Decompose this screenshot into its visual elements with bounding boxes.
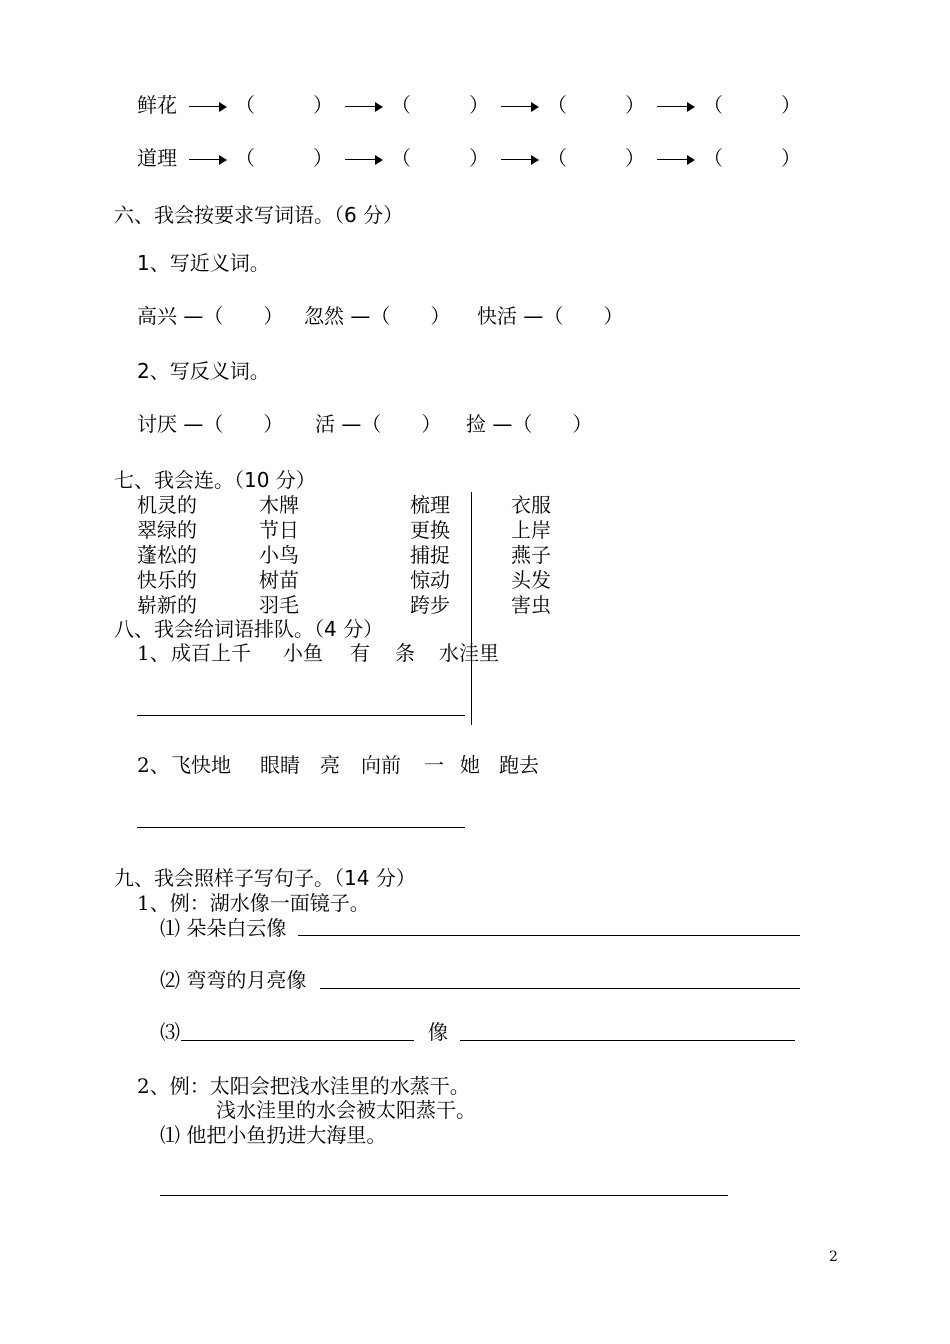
answer-line[interactable]: [137, 827, 465, 828]
order-word[interactable]: 跑去: [499, 753, 539, 777]
match-item-col3[interactable]: 捕捉: [410, 543, 450, 567]
order-word[interactable]: 她: [460, 753, 480, 777]
section8-title: 八、我会给词语排队。（4 分）: [114, 617, 384, 641]
synonym-item[interactable]: 忽然 —（ ）: [304, 304, 451, 328]
order-word[interactable]: 向前: [361, 753, 401, 777]
chain-start-word: 鲜花: [137, 93, 177, 117]
section6-title: 六、我会按要求写词语。（6 分）: [114, 203, 404, 227]
arrow-icon: [655, 102, 695, 112]
open-paren: （: [703, 146, 723, 170]
answer-line[interactable]: [320, 988, 800, 989]
example-1: 1、例：湖水像一面镜子。: [137, 891, 370, 915]
answer-blank[interactable]: [235, 93, 333, 117]
order-word[interactable]: 水洼里: [439, 641, 499, 665]
answer-line[interactable]: [137, 715, 465, 716]
order-question-number: 2、: [137, 753, 170, 777]
open-paren: （: [547, 146, 567, 170]
match-item-col3[interactable]: 更换: [410, 518, 450, 542]
arrow-icon: [499, 102, 539, 112]
synonym-question: 1、写近义词。: [137, 251, 270, 275]
synonym-item[interactable]: 快活 —（ ）: [477, 304, 624, 328]
answer-blank[interactable]: [703, 146, 801, 170]
open-paren: （: [547, 93, 567, 117]
arrow-icon: [343, 155, 383, 165]
match-item-col3[interactable]: 跨步: [410, 593, 450, 617]
order-word[interactable]: 一: [424, 753, 444, 777]
arrow-icon: [187, 155, 227, 165]
example-2: 2、例：太阳会把浅水洼里的水蒸干。: [137, 1074, 470, 1098]
match-item-col2[interactable]: 树苗: [259, 568, 299, 592]
sentence-prompt: ⑴ 他把小鱼扔进大海里。: [160, 1123, 387, 1147]
sentence-prompt: ⑵ 弯弯的月亮像: [160, 968, 307, 992]
match-item-col3[interactable]: 惊动: [410, 568, 450, 592]
sentence-prompt: ⑶: [160, 1020, 180, 1044]
answer-blank[interactable]: [547, 93, 645, 117]
close-paren: ）: [313, 146, 333, 170]
match-item-col1[interactable]: 快乐的: [137, 568, 197, 592]
open-paren: （: [391, 93, 411, 117]
example-2-transformed: 浅水洼里的水会被太阳蒸干。: [216, 1098, 476, 1122]
synonym-item[interactable]: 高兴 —（ ）: [137, 304, 284, 328]
answer-blank[interactable]: [391, 146, 489, 170]
chain-start-word: 道理: [137, 146, 177, 170]
open-paren: （: [235, 146, 255, 170]
open-paren: （: [703, 93, 723, 117]
word-chain-row: [137, 93, 801, 117]
antonym-item[interactable]: 讨厌 —（ ）: [137, 412, 284, 436]
word-chain-row: [137, 146, 801, 170]
sentence-prompt: ⑴ 朵朵白云像: [160, 916, 287, 940]
match-item-col1[interactable]: 蓬松的: [137, 543, 197, 567]
match-item-col3[interactable]: 梳理: [410, 493, 450, 517]
arrow-icon: [343, 102, 383, 112]
answer-line[interactable]: [460, 1040, 795, 1041]
answer-blank[interactable]: [391, 93, 489, 117]
open-paren: （: [235, 93, 255, 117]
answer-blank[interactable]: [703, 93, 801, 117]
match-item-col4[interactable]: 衣服: [511, 493, 551, 517]
open-paren: （: [391, 146, 411, 170]
close-paren: ）: [625, 146, 645, 170]
close-paren: ）: [469, 146, 489, 170]
order-word[interactable]: 成百上千: [171, 641, 251, 665]
order-question-number: 1、: [137, 641, 170, 665]
answer-line[interactable]: [298, 935, 800, 936]
match-item-col2[interactable]: 小鸟: [259, 543, 299, 567]
match-item-col2[interactable]: 木牌: [259, 493, 299, 517]
arrow-icon: [187, 102, 227, 112]
match-item-col1[interactable]: 崭新的: [137, 593, 197, 617]
answer-line[interactable]: [181, 1040, 414, 1041]
divider-line: [471, 492, 472, 725]
match-item-col4[interactable]: 燕子: [511, 543, 551, 567]
close-paren: ）: [781, 93, 801, 117]
match-item-col1[interactable]: 机灵的: [137, 493, 197, 517]
order-word[interactable]: 条: [395, 641, 415, 665]
match-item-col4[interactable]: 害虫: [511, 593, 551, 617]
antonym-item[interactable]: 活 —（ ）: [315, 412, 442, 436]
antonym-question: 2、写反义词。: [137, 359, 270, 383]
answer-blank[interactable]: [547, 146, 645, 170]
close-paren: ）: [625, 93, 645, 117]
antonym-item[interactable]: 捡 —（ ）: [466, 412, 593, 436]
order-word[interactable]: 眼睛: [260, 753, 300, 777]
answer-line[interactable]: [160, 1195, 728, 1196]
close-paren: ）: [781, 146, 801, 170]
match-item-col1[interactable]: 翠绿的: [137, 518, 197, 542]
answer-blank[interactable]: [235, 146, 333, 170]
page-number: 2: [829, 1249, 838, 1265]
order-word[interactable]: 小鱼: [283, 641, 323, 665]
match-item-col2[interactable]: 羽毛: [259, 593, 299, 617]
close-paren: ）: [313, 93, 333, 117]
order-word[interactable]: 有: [350, 641, 370, 665]
close-paren: ）: [469, 93, 489, 117]
order-word[interactable]: 飞快地: [171, 753, 231, 777]
arrow-icon: [499, 155, 539, 165]
section9-title: 九、我会照样子写句子。（14 分）: [114, 866, 416, 890]
sentence-connector: 像: [428, 1020, 448, 1044]
section7-title: 七、我会连。（10 分）: [114, 468, 316, 492]
match-item-col2[interactable]: 节日: [259, 518, 299, 542]
match-item-col4[interactable]: 头发: [511, 568, 551, 592]
match-item-col4[interactable]: 上岸: [511, 518, 551, 542]
order-word[interactable]: 亮: [320, 753, 340, 777]
arrow-icon: [655, 155, 695, 165]
